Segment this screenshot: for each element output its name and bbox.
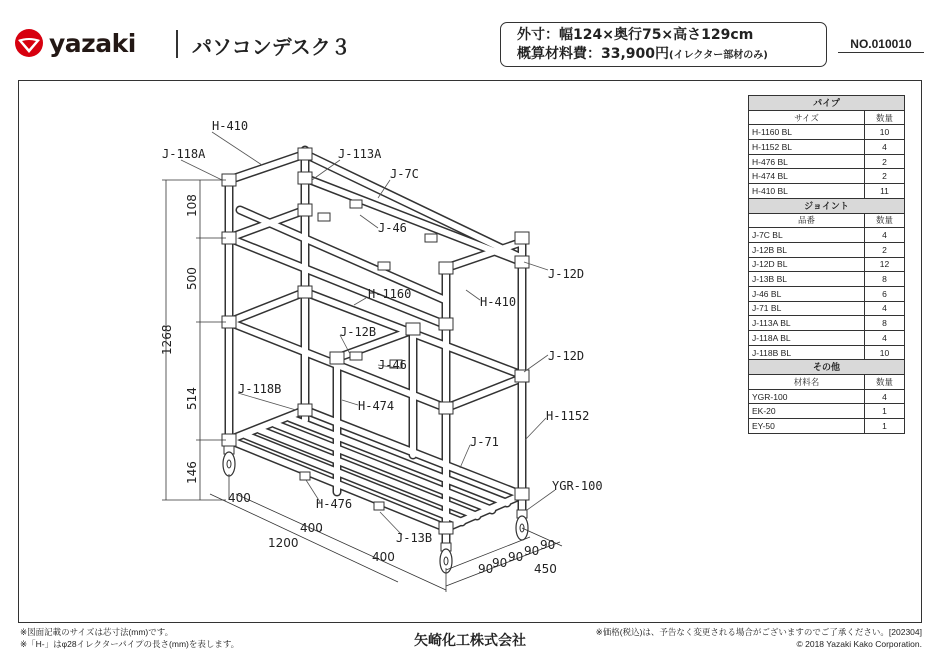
parts-list-table [748, 95, 905, 434]
footer-note-2: ※「H-」はφ28イレクターパイプの長さ(mm)を表します。 [20, 639, 240, 649]
callout-j118a: J-118A [162, 147, 206, 161]
callout-h410-right: H-410 [480, 295, 517, 309]
table-row: H-474 BL 2 [749, 169, 905, 184]
callout-h476: H-476 [316, 497, 353, 511]
section-others-title: その他 [749, 360, 905, 375]
dim-width-1: 400 [228, 491, 251, 505]
table-row: H-410 BL 11 [749, 184, 905, 199]
dim-depth-2: 90 [492, 556, 508, 570]
footer-note-1: ※図面記載のサイズは芯寸法(mm)です。 [20, 627, 174, 637]
table-row: J-71 BL 4 [749, 301, 905, 316]
table-row: J-7C BL 4 [749, 228, 905, 243]
table-row: J-12D BL 12 [749, 257, 905, 272]
col-header-name: サイズ [749, 110, 865, 125]
dim-width-total: 1200 [268, 536, 299, 550]
price-note: ※価格(税込)は、予告なく変更される場合がございますのでご了承ください。[202304] [595, 627, 922, 637]
dim-depth-4: 90 [524, 544, 540, 558]
table-row: J-118B BL 10 [749, 345, 905, 360]
table-row: H-1152 BL 4 [749, 140, 905, 155]
page-title: パソコンデスク３ [192, 35, 351, 59]
table-row: J-13B BL 8 [749, 272, 905, 287]
col-header-name: 品番 [749, 213, 865, 228]
table-row: J-113A BL 8 [749, 316, 905, 331]
callout-h474: H-474 [358, 399, 395, 413]
callout-h1160: H-1160 [368, 287, 412, 301]
table-row: EY-50 1 [749, 419, 905, 434]
table-row: J-46 BL 6 [749, 286, 905, 301]
dim-upper-height: 500 [185, 267, 199, 290]
col-header-qty: 数量 [865, 375, 905, 390]
dim-depth-5: 90 [540, 538, 556, 552]
dim-width-2: 400 [300, 521, 323, 535]
section-joints-title: ジョイント [749, 198, 905, 213]
callout-j13b: J-13B [396, 531, 433, 545]
cost-note: (イレクター部材のみ) [669, 50, 768, 61]
callout-ygr100: YGR-100 [552, 479, 603, 493]
callout-j113a: J-113A [338, 147, 382, 161]
col-header-name: 材料名 [749, 375, 865, 390]
table-row: EK-20 1 [749, 404, 905, 419]
dim-total-height: 1268 [160, 324, 174, 355]
callout-h1152: H-1152 [546, 409, 590, 423]
company-name: 矢崎化工株式会社 [414, 633, 526, 649]
footer-notes [20, 626, 239, 650]
callout-j12d-mid: J-12D [548, 349, 585, 363]
table-row: H-1160 BL 10 [749, 125, 905, 140]
callout-j46-top: J-46 [378, 221, 407, 235]
pipe-structure [229, 150, 522, 545]
callout-j71: J-71 [470, 435, 499, 449]
dim-depth-total: 450 [534, 562, 557, 576]
table-row: J-118A BL 4 [749, 331, 905, 346]
section-pipes-title: パイプ [749, 96, 905, 111]
dim-depth-3: 90 [508, 550, 524, 564]
brand-name: yazaki [49, 28, 136, 58]
table-row: H-476 BL 2 [749, 154, 905, 169]
cost-value: 概算材料費：33,900円 [517, 46, 670, 62]
table-row: YGR-100 4 [749, 389, 905, 404]
copyright: © 2018 Yazaki Kako Corporation. [796, 639, 922, 649]
callout-j118b: J-118B [238, 382, 282, 396]
col-header-qty: 数量 [865, 213, 905, 228]
callout-j46-mid: J-46 [378, 358, 407, 372]
dim-mid-height: 514 [185, 387, 199, 410]
callout-j12d-top: J-12D [548, 267, 585, 281]
dim-bottom-height: 146 [185, 461, 199, 484]
col-header-qty: 数量 [865, 110, 905, 125]
callout-j12b: J-12B [340, 325, 377, 339]
dim-width-3: 400 [372, 550, 395, 564]
size-spec: 外寸：幅124×奥行75×高さ129cm [517, 27, 754, 43]
dim-top-height: 108 [185, 194, 199, 217]
callout-j7c: J-7C [390, 167, 419, 181]
table-row: J-12B BL 2 [749, 242, 905, 257]
dim-depth-1: 90 [478, 562, 494, 576]
footer-right [596, 626, 922, 650]
callout-h410-top: H-410 [212, 119, 249, 133]
document-number: NO.010010 [838, 37, 924, 53]
